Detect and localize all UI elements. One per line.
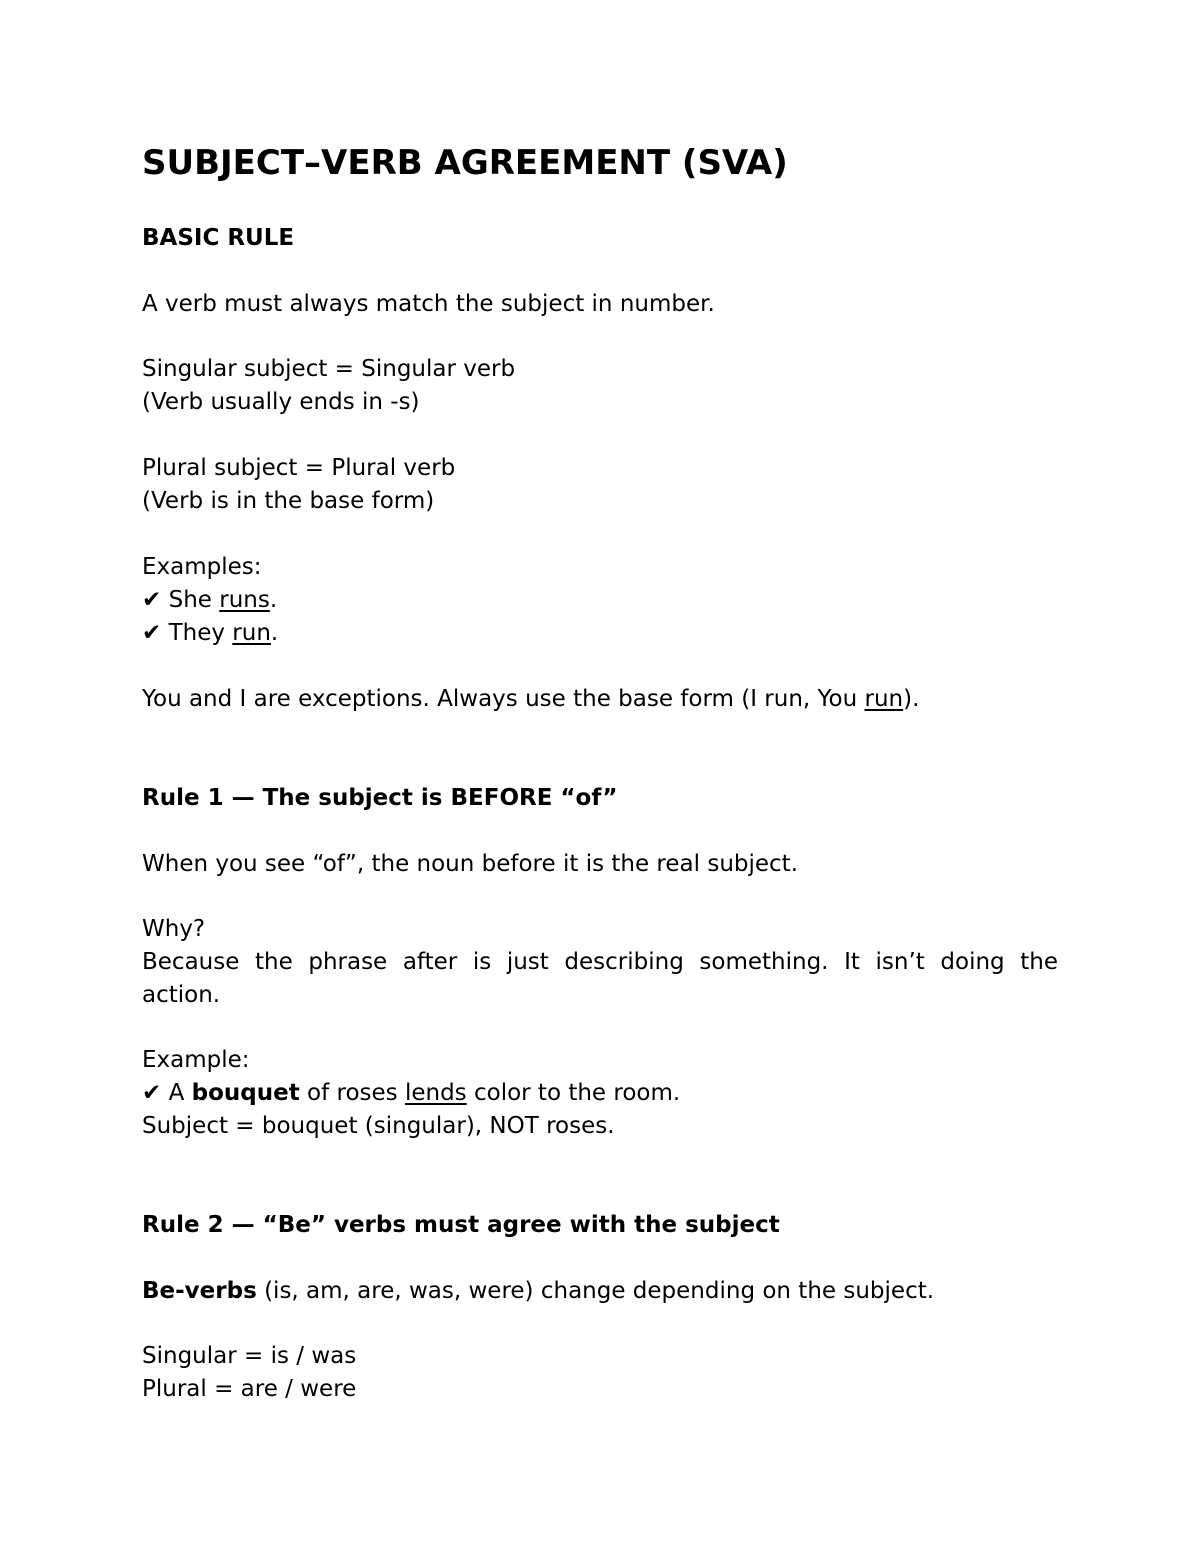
example-text: A (168, 1080, 192, 1106)
example-she-runs (142, 584, 277, 617)
rule2-be-verbs (142, 1275, 934, 1308)
rule1-example-label: Example: (142, 1047, 250, 1073)
example-text: color to the room. (466, 1080, 681, 1106)
checkmark-icon: ✔ (142, 1080, 162, 1106)
page-title: SUBJECT–VERB AGREEMENT (SVA) (142, 143, 788, 183)
exceptions-verb: run (864, 686, 904, 712)
plural-rule: Plural subject = Plural verb (142, 455, 456, 481)
basic-rule-intro: A verb must always match the subject in number. (142, 291, 715, 317)
checkmark-icon: ✔ (142, 620, 162, 646)
be-verbs-text: (is, am, are, was, were) change depending on the subject. (256, 1278, 935, 1304)
exceptions-line (142, 683, 919, 716)
singular-rule: Singular subject = Singular verb (142, 356, 516, 382)
rule1-subject-note: Subject = bouquet (singular), NOT roses. (142, 1113, 615, 1139)
checkmark-icon: ✔ (142, 587, 162, 613)
example-verb: lends (404, 1080, 467, 1106)
example-text: She (168, 587, 220, 613)
rule1-why-text: Because the phrase after is just describing something. It isn’t doing the action. (142, 949, 1058, 1008)
example-verb: runs (219, 587, 270, 613)
rule1-example (142, 1077, 680, 1110)
be-verbs-term: Be-verbs (142, 1278, 257, 1304)
exceptions-text: You and I are exceptions. Always use the base form (I run, You (142, 686, 865, 712)
example-punct: . (269, 587, 278, 613)
rule1-heading: Rule 1 — The subject is BEFORE “of” (142, 785, 618, 811)
example-verb: run (232, 620, 271, 646)
singular-note: (Verb usually ends in -s) (142, 389, 420, 415)
example-text: of roses (299, 1080, 405, 1106)
example-punct: . (270, 620, 279, 646)
plural-note: (Verb is in the base form) (142, 488, 435, 514)
rule2-plural: Plural = are / were (142, 1376, 357, 1402)
rule2-singular: Singular = is / was (142, 1343, 357, 1369)
rule2-heading: Rule 2 — “Be” verbs must agree with the subject (142, 1212, 780, 1238)
examples-label: Examples: (142, 554, 262, 580)
rule1-explanation: When you see “of”, the noun before it is the real subject. (142, 851, 799, 877)
basic-rule-heading: BASIC RULE (142, 225, 295, 251)
exceptions-punct: ). (903, 686, 920, 712)
rule1-why-label: Why? (142, 916, 206, 942)
example-subject: bouquet (191, 1080, 300, 1106)
example-text: They (168, 620, 233, 646)
example-they-run (142, 617, 278, 650)
